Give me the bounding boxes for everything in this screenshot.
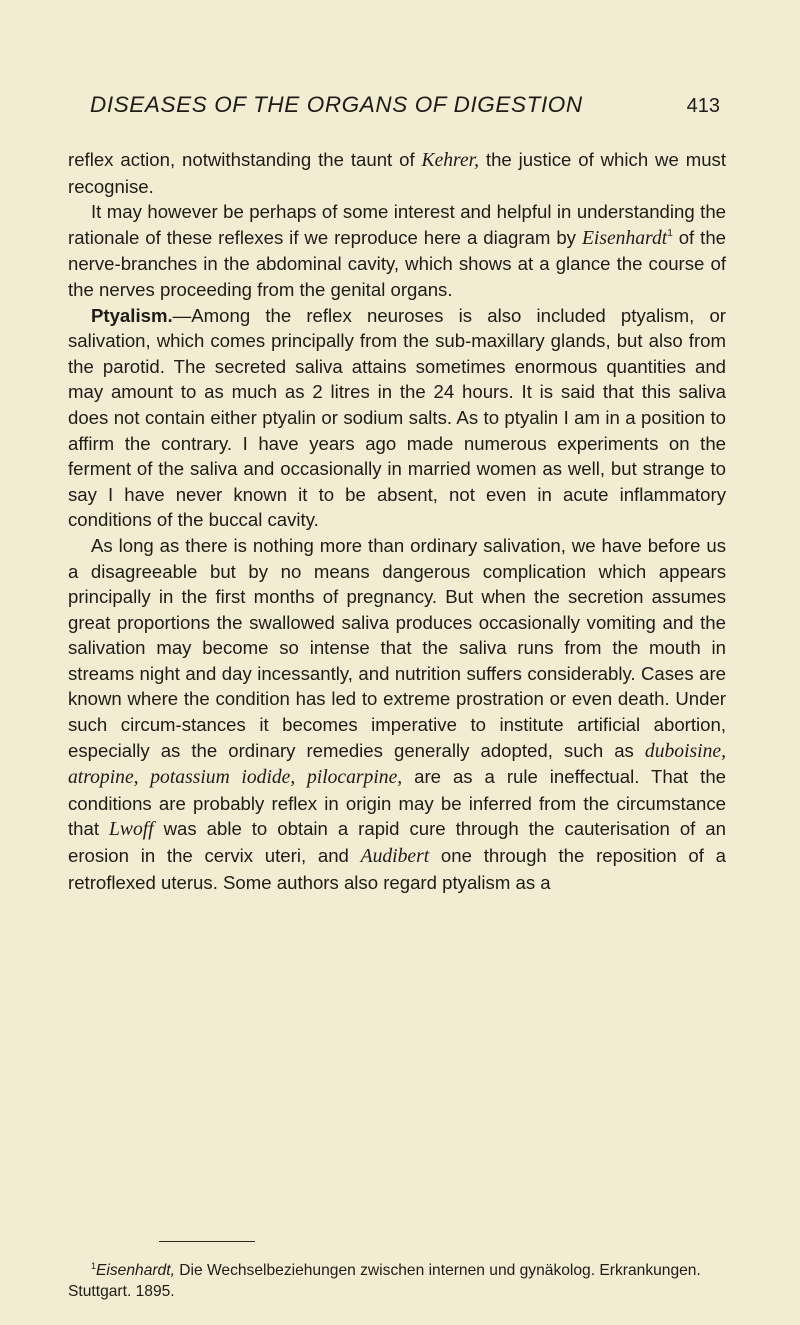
page-number: 413	[686, 95, 720, 117]
remedies-list: duboisine, atropine, potassium iodide, pilocarpine,	[68, 740, 726, 789]
body-text	[68, 147, 726, 895]
text-run: of the nerve-branches in the abdominal cavity, which shows at a glance the course of the nerves proceeding from the genital organs.	[68, 226, 727, 300]
footnote-divider	[159, 1241, 255, 1242]
text-run: —Among the reflex neuroses is also included ptyalism, or salivation, which comes principally from the sub-maxillary glands, but also from the parotid. The secreted saliva attains sometimes enormous quantities and may amount to as much as 2 litres in the 24 hours. It is said that this saliva does not contain either ptyalin or sodium salts. As to ptyalin I am in a position to affirm the contrary. I have years ago made numerous experiments on the ferment of the saliva and occasionally in married women as well, but strange to say I have never known it to be absent, not even in acute inflammatory conditions of the buccal cavity.	[68, 304, 726, 531]
text-run: It may however be perhaps of some interest and helpful in understanding the rationale of these reflexes if we reproduce here a diagram by	[68, 201, 726, 248]
paragraph-continuation	[68, 147, 726, 199]
paragraph-diagram-reference	[68, 199, 726, 302]
paragraph-ptyalism	[68, 303, 726, 533]
footnote-reference: 1	[667, 227, 673, 239]
text-run: was able to obtain a rapid cure through the cauterisation of an erosion in the cervix uteri, and	[68, 818, 726, 867]
paragraph-salivation	[68, 533, 726, 895]
section-heading-ptyalism: Ptyalism.	[91, 304, 173, 326]
footnote-text: Die Wechselbeziehungen zwischen internen und gynäkolog. Erkrankungen. Stuttgart. 1895.	[68, 1262, 701, 1300]
author-name-kehrer: Kehrer,	[421, 150, 480, 171]
text-run: are as a rule ineffectual. That the conditions are probably reflex in origin may be inferred from the circumstance that	[68, 766, 726, 840]
text-run: the justice of which we must recognise.	[68, 149, 726, 197]
text-run: one through the reposition of a retroflexed uterus. Some authors also regard ptyalism as a	[68, 845, 726, 893]
footnote-author: Eisenhardt,	[96, 1262, 175, 1279]
author-name-eisenhardt: Eisenhardt	[581, 227, 668, 249]
author-name-lwoff: Lwoff	[108, 819, 154, 841]
author-name-audibert: Audibert	[360, 846, 430, 868]
footnote-marker: 1	[91, 1261, 97, 1271]
footnote	[68, 1260, 726, 1302]
text-run: reflex action, notwithstanding the taunt of	[68, 149, 422, 170]
page-header	[90, 92, 720, 132]
running-title: DISEASES OF THE ORGANS OF DIGESTION	[90, 92, 583, 117]
text-run: As long as there is nothing more than ordinary salivation, we have before us a disagreeable but by no means dangerous complication which appears principally in the first months of pregnancy. But when the secretion assumes great proportions the swallowed saliva produces occasionally vomiting and the salivation may become so intense that the saliva runs from the mouth in streams night and day incessantly, and nutrition suffers considerably. Cases are known where the condition has led to extreme prostration or even death. Under such circum-stances it becomes imperative to institute artificial abortion, especially as the ordinary remedies generally adopted, such as	[68, 534, 726, 761]
